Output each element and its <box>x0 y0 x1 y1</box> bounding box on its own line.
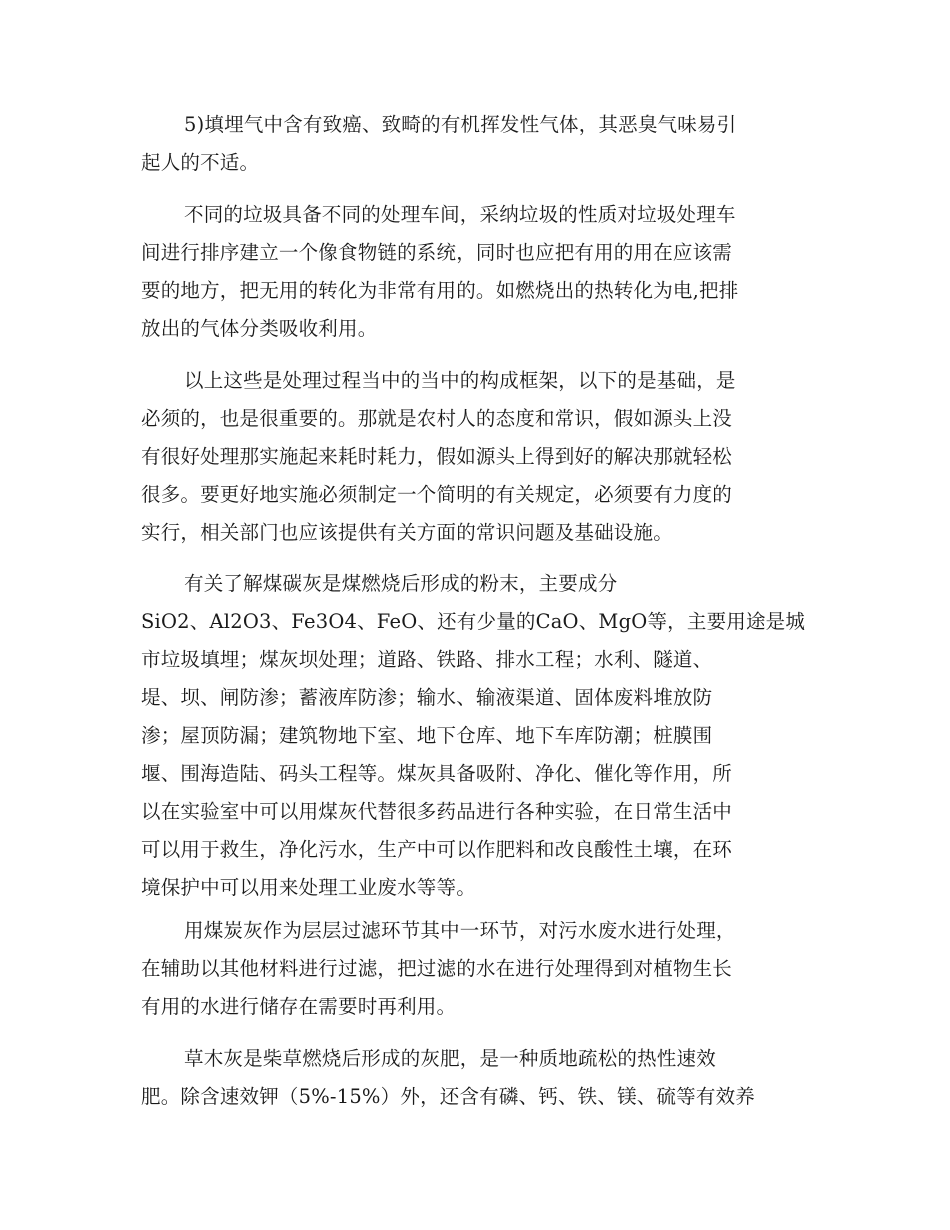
text-line: 有用的水进行储存在需要时再利用。 <box>141 995 457 1018</box>
text-line: 要的地方，把无用的转化为非常有用的。如燃烧出的热转化为电,把排 <box>141 279 739 302</box>
text-line: 堤、坝、闸防渗；蓄液库防渗；输水、输液渠道、固体废料堆放防 <box>141 686 713 709</box>
text-line: 境保护中可以用来处理工业废水等等。 <box>141 876 476 899</box>
paragraph-waste-workshops <box>141 196 811 348</box>
paragraph-framework <box>141 362 811 552</box>
text-line: 可以用于救生，净化污水，生产中可以作肥料和改良酸性土壤，在环 <box>141 838 733 861</box>
text-line: 以在实验室中可以用煤灰代替很多药品进行各种实验，在日常生活中 <box>141 800 733 823</box>
text-line: 放出的气体分类吸收利用。 <box>141 317 378 340</box>
paragraph-coal-ash <box>141 565 811 907</box>
text-line: 有很好处理那实施起来耗时耗力，假如源头上得到好的解决那就轻松 <box>141 445 733 468</box>
paragraph-landfill-gas <box>141 106 811 182</box>
text-line: 渗；屋顶防漏；建筑物地下室、地下仓库、地下车库防潮；桩膜围 <box>141 724 713 747</box>
text-line: SiO2、Al2O3、Fe3O4、FeO、还有少量的CaO、MgO等，主要用途是城 <box>141 610 806 633</box>
text-line: 用煤炭灰作为层层过滤环节其中一环节，对污水废水进行处理， <box>184 919 736 942</box>
text-line: 堰、围海造陆、码头工程等。煤灰具备吸附、净化、催化等作用，所 <box>141 762 733 785</box>
text-line: 肥。除含速效钾（5%-15%）外，还含有磷、钙、铁、镁、硫等有效养 <box>141 1085 755 1108</box>
text-line: 草木灰是柴草燃烧后形成的灰肥，是一种质地疏松的热性速效 <box>184 1047 716 1070</box>
text-line: 有关了解煤碳灰是煤燃烧后形成的粉末，主要成分 <box>184 572 618 595</box>
text-line: 市垃圾填埋；煤灰坝处理；道路、铁路、排水工程；水利、隧道、 <box>141 648 713 671</box>
text-line: 必须的，也是很重要的。那就是农村人的态度和常识，假如源头上没 <box>141 407 733 430</box>
paragraph-plant-ash <box>141 1040 811 1116</box>
text-line: 起人的不适。 <box>141 151 260 174</box>
text-line: 很多。要更好地实施必须制定一个简明的有关规定，必须要有力度的 <box>141 483 733 506</box>
text-line: 以上这些是处理过程当中的当中的构成框架，以下的是基础，是 <box>184 369 736 392</box>
text-line: 在辅助以其他材料进行过滤，把过滤的水在进行处理得到对植物生长 <box>141 957 733 980</box>
text-line: 间进行排序建立一个像食物链的系统，同时也应把有用的用在应该需 <box>141 241 733 264</box>
paragraph-filtration <box>141 912 811 1026</box>
text-line: 不同的垃圾具备不同的处理车间，采纳垃圾的性质对垃圾处理车 <box>184 203 736 226</box>
text-line: 5)填埋气中含有致癌、致畸的有机挥发性气体，其恶臭气味易引 <box>184 113 737 136</box>
text-line: 实行，相关部门也应该提供有关方面的常识问题及基础设施。 <box>141 521 673 544</box>
